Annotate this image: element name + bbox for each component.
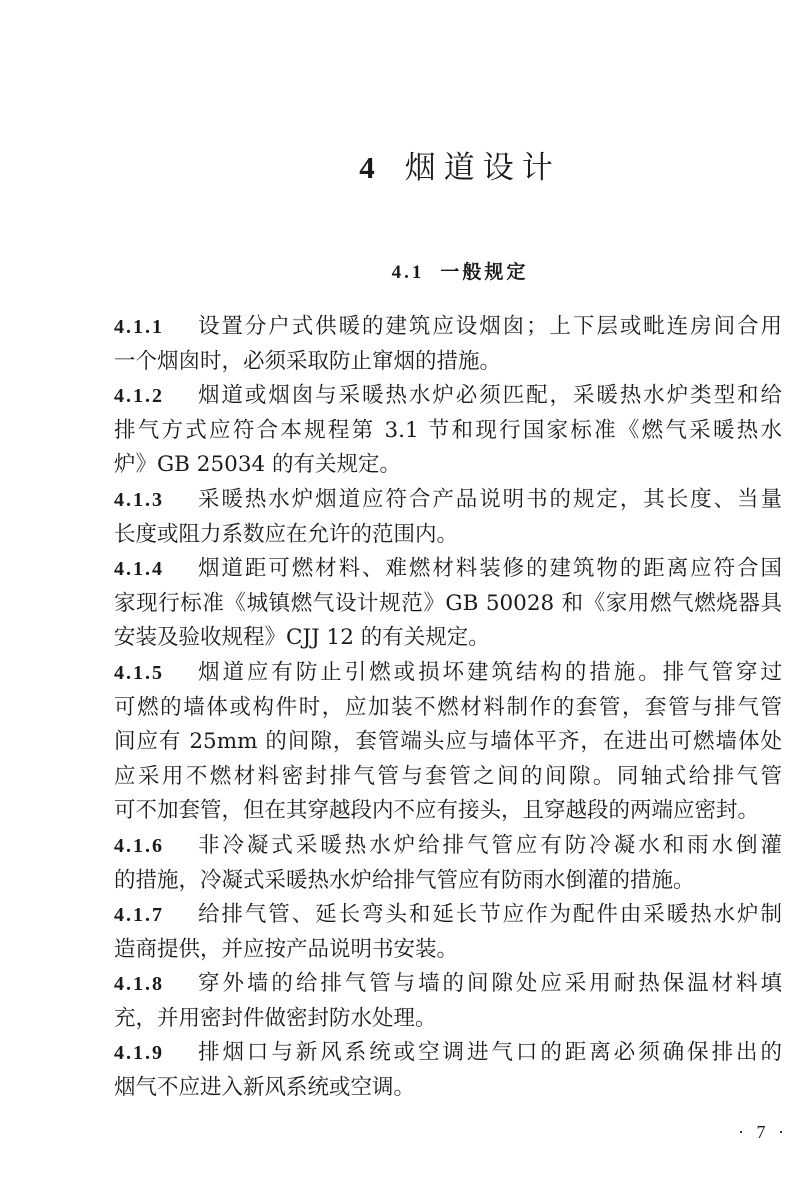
chapter-number: 4 (359, 150, 383, 185)
clause-number: 4.1.1 (114, 316, 164, 338)
clause-line (114, 794, 782, 829)
clause-line (114, 1036, 782, 1071)
clause-number: 4.1.4 (114, 558, 164, 581)
clause-number: 4.1.3 (114, 488, 164, 511)
clause (114, 656, 782, 829)
clause-text: 可不加套管，但在其穿越段内不应有接头，且穿越段的两端应密封。 (114, 798, 760, 824)
clause-number: 4.1.9 (114, 1042, 164, 1065)
clause-text: 的措施，冷凝式采暖热水炉给排气管应有防雨水倒灌的措施。 (114, 867, 695, 893)
clause-line (114, 864, 782, 899)
clause-line (114, 1071, 782, 1106)
clause-text: 烟道应有防止引燃或损坏建筑结构的措施。排气管穿过 (198, 659, 782, 685)
clause-number: 4.1.8 (114, 973, 164, 996)
clause-line (114, 967, 782, 1002)
clause-line (114, 483, 782, 518)
clause-text: 采暖热水炉烟道应符合产品说明书的规定，其长度、当量 (198, 486, 782, 512)
clause-text: 穿外墙的给排气管与墙的间隙处应采用耐热保温材料填 (198, 971, 782, 997)
clause-line (114, 310, 782, 345)
chapter-title (0, 142, 800, 187)
clause (114, 483, 782, 552)
clause-number: 4.1.5 (114, 661, 164, 684)
clause-number: 4.1.7 (114, 904, 164, 927)
clause-line (114, 621, 782, 656)
clause-line (114, 552, 782, 587)
clause-text: 造商提供，并应按产品说明书安装。 (114, 936, 459, 962)
section-number: 4.1 (391, 262, 425, 283)
clause (114, 829, 782, 898)
clause-text: 给排气管、延长弯头和延长节应作为配件由采暖热水炉制 (198, 902, 782, 928)
clause (114, 1036, 782, 1105)
clause-line (114, 725, 782, 760)
clause-line (114, 898, 782, 933)
page-number: · 7 · (738, 1122, 788, 1142)
clause-line (114, 691, 782, 726)
clause-text: 排烟口与新风系统或空调进气口的距离必须确保排出的 (198, 1040, 782, 1066)
clause-line (114, 345, 782, 380)
clause-text: 烟道距可燃材料、难燃材料装修的建筑物的距离应符合国 (198, 556, 782, 582)
clause-text: 间应有 25mm 的间隙，套管端头应与墙体平齐，在进出可燃墙体处 (114, 729, 782, 755)
clause-line (114, 760, 782, 795)
clause-line (114, 448, 782, 483)
clause-text: 一个烟囱时，必须采取防止窜烟的措施。 (114, 348, 502, 374)
clause-text: 非冷凝式采暖热水炉给排气管应有防冷凝水和雨水倒灌 (198, 832, 782, 858)
clause (114, 967, 782, 1036)
clause-text: 排气方式应符合本规程第 3.1 节和现行国家标准《燃气采暖热水 (114, 417, 782, 443)
clause-text: 应采用不燃材料密封排气管与套管之间的间隙。同轴式给排气管 (114, 763, 782, 789)
clause-line (114, 379, 782, 414)
section-title-text: 一般规定 (440, 261, 529, 283)
clause-text: 设置分户式供暖的建筑应设烟囱；上下层或毗连房间合用 (198, 314, 782, 339)
clause-number: 4.1.6 (114, 834, 164, 857)
clause-line (114, 587, 782, 622)
clause (114, 898, 782, 967)
clause (114, 552, 782, 656)
clause-number: 4.1.2 (114, 385, 164, 408)
clause-text: 炉》GB 25034 的有关规定。 (114, 452, 402, 478)
clause-text: 烟道或烟囱与采暖热水炉必须匹配，采暖热水炉类型和给 (198, 383, 782, 409)
clause-text: 安装及验收规程》CJJ 12 的有关规定。 (114, 625, 490, 651)
clause-text: 长度或阻力系数应在允许的范围内。 (114, 521, 459, 547)
clause-line (114, 1002, 782, 1037)
clause-text: 可燃的墙体或构件时，应加装不燃材料制作的套管，套管与排气管 (114, 694, 782, 720)
clause-text: 充，并用密封件做密封防水处理。 (114, 1005, 437, 1031)
clause-text: 烟气不应进入新风系统或空调。 (114, 1075, 416, 1101)
clause-text: 家现行标准《城镇燃气设计规范》GB 50028 和《家用燃气燃烧器具 (114, 590, 782, 616)
clause-line (114, 518, 782, 553)
clause-line (114, 656, 782, 691)
clause-line (114, 829, 782, 864)
clause (114, 310, 782, 379)
clause-line (114, 933, 782, 968)
clauses-body (114, 310, 782, 1106)
clause (114, 379, 782, 483)
section-heading (0, 257, 800, 284)
clause-line (114, 414, 782, 449)
chapter-title-text: 烟道设计 (404, 150, 561, 186)
